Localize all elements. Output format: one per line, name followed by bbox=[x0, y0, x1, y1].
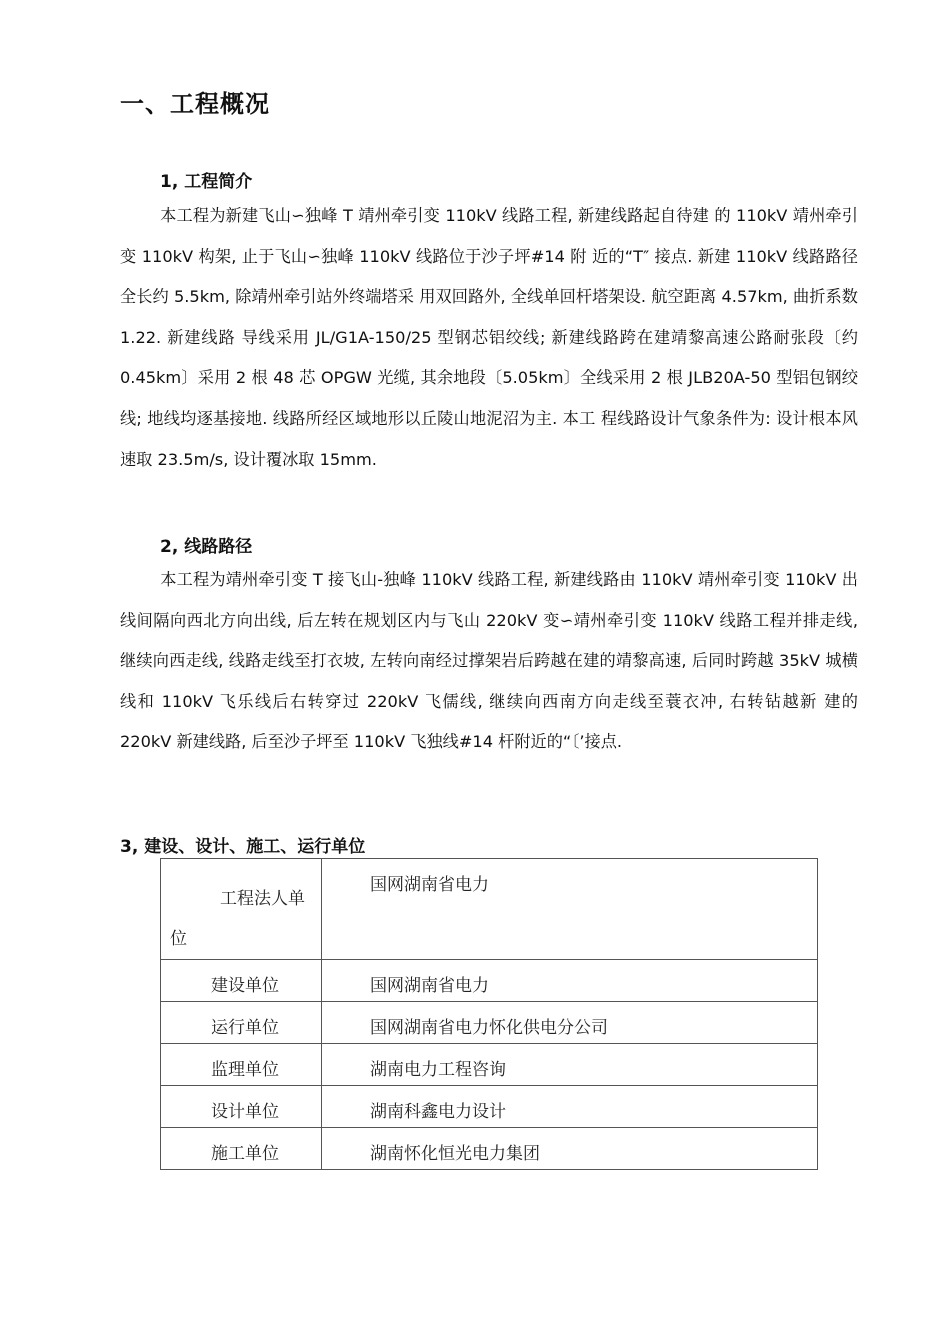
table-row bbox=[161, 1128, 818, 1170]
table-cell-label: 设计单位 bbox=[161, 1086, 322, 1128]
table-cell-label: 施工单位 bbox=[161, 1128, 322, 1170]
section-title-units: 3, 建设、设计、施工、运行单位 bbox=[120, 837, 366, 857]
table-cell-label: 运行单位 bbox=[161, 1002, 322, 1044]
table-cell-label: 工程法人单位 bbox=[161, 859, 322, 960]
table-cell-label: 监理单位 bbox=[161, 1044, 322, 1086]
table-cell-value: 湖南怀化恒光电力集团 bbox=[322, 1128, 818, 1170]
overview-text: 本工程为新建飞山∽独峰 T 靖州牵引变 110kV 线路工程, 新建线路起自待建 的 110kV 靖州牵引变 110kV 构架, 止于飞山∽独峰 110kV 线路位于沙子坪#14 附 近的“T″ 接点. 新建 110kV 线路路径全长约 5.5km, 除靖州牵引站外终端塔采 用双回路外, 全线单回杆塔架设. 航空距离 4.57km, 曲折系数 1.22. 新建线路 导线采用 JL/G1A-150/25 型钢芯铝绞线; 新建线路跨在建靖黎高速公路耐张段〔约 0.45km〕采用 2 根 48 芯 OPGW 光缆, 其余地段〔5.05km〕全线采用 2 根 JLB20A-50 型铝包钢绞线; 地线均逐基接地. 线路所经区域地形以丘陵山地泥沼为主. 本工 程线路设计气象条件为: 设计根本风速取 23.5m/s, 设计覆冰取 15mm. bbox=[120, 206, 858, 469]
table-row bbox=[161, 1044, 818, 1086]
section-title-overview: 1, 工程简介 bbox=[160, 172, 253, 192]
table-cell-label: 建设单位 bbox=[161, 960, 322, 1002]
table-row bbox=[161, 1086, 818, 1128]
table-row bbox=[161, 1002, 818, 1044]
table-cell-value: 国网湖南省电力怀化供电分公司 bbox=[322, 1002, 818, 1044]
section-body-overview bbox=[120, 196, 858, 480]
units-table bbox=[160, 858, 818, 1170]
main-heading: 一、工程概况 bbox=[120, 90, 270, 118]
table-row bbox=[161, 960, 818, 1002]
table-cell-value: 湖南电力工程咨询 bbox=[322, 1044, 818, 1086]
table-cell-value: 湖南科鑫电力设计 bbox=[322, 1086, 818, 1128]
table-row bbox=[161, 859, 818, 960]
section-title-route: 2, 线路路径 bbox=[160, 537, 253, 557]
section-body-route bbox=[120, 560, 858, 763]
route-text: 本工程为靖州牵引变 T 接飞山-独峰 110kV 线路工程, 新建线路由 110kV 靖州牵引变 110kV 出线间隔向西北方向出线, 后左转在规划区内与飞山 220kV 变∽靖州牵引变 110kV 线路工程并排走线, 继续向西走线, 线路走线至打衣坡, 左转向南经过撑架岩后跨越在建的靖黎高速, 后同时跨越 35kV 城横线和 110kV 飞乐线后右转穿过 220kV 飞儒线, 继续向西南方向走线至蓑衣冲, 右转钻越新 建的 220kV 新建线路, 后至沙子坪至 110kV 飞独线#14 杆附近的“〔’接点. bbox=[120, 570, 858, 752]
table-cell-value: 国网湖南省电力 bbox=[322, 960, 818, 1002]
table-cell-value: 国网湖南省电力 bbox=[322, 859, 818, 960]
